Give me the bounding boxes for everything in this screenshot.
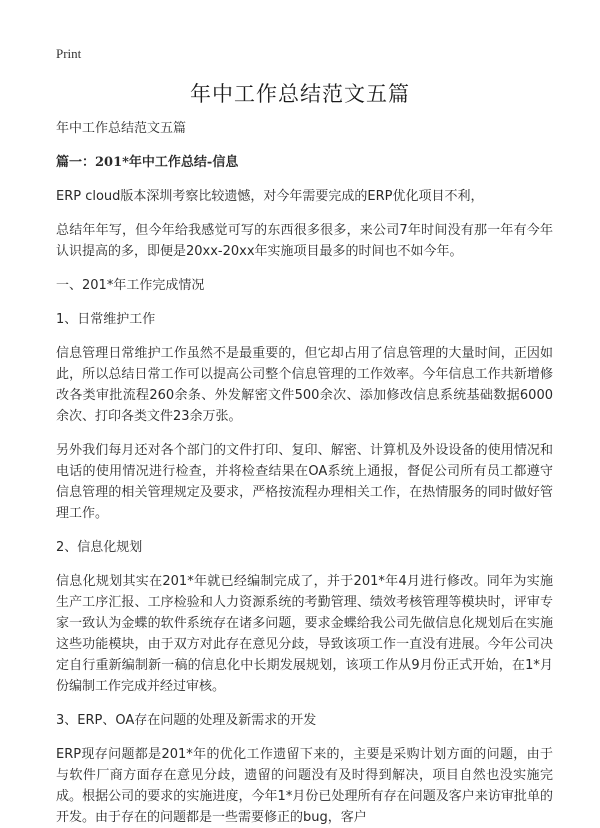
intro-paragraph-1: ERP cloud版本深圳考察比较遗憾，对今年需要完成的ERP优化项目不利， [56, 189, 484, 204]
subsection-1-paragraph-2: 另外我们每月还对各个部门的文件打印、复印、解密、计算机及外设设备的使用情况和电话的使用情况进行检查，并将检查结果在OA系统上通报，督促公司所有员工都遵守信息管理的相关管理规定及要求，严格按流程办理相关工作，在热情服务的同时做好管理工作。 [56, 443, 553, 521]
print-label: Print [56, 46, 82, 61]
subsection-heading-3: 3、ERP、OA存在问题的处理及新需求的开发 [56, 713, 317, 728]
document-subtitle: 年中工作总结范文五篇 [56, 121, 187, 136]
subsection-heading-1: 1、日常维护工作 [56, 312, 156, 327]
subsection-heading-2: 2、信息化规划 [56, 540, 143, 555]
document-body [56, 118, 553, 828]
intro-paragraph-2: 总结年年写，但今年给我感觉可写的东西很多很多，来公司7年时间没有那一年有今年认识提高的多，即便是20xx-20xx年实施项目最多的时间也不如今年。 [56, 223, 553, 259]
section-heading-main: 一、201*年工作完成情况 [56, 278, 205, 293]
document-title: 年中工作总结范文五篇 [190, 82, 410, 106]
article-heading: 篇一：201*年中工作总结-信息 [56, 155, 239, 170]
subsection-2-paragraph-1: 信息化规划其实在201*年就已经编制完成了，并于201*年4月进行修改。同年为实施生产工序汇报、工序检验和人力资源系统的考勤管理、绩效考核管理等模块时，评审专家一致认为金蝶的软件系统存在诸多问题，要求金蝶给我公司先做信息化规划后在实施这些功能模块，由于双方对此存在意见分歧，导致该项工作一直没有进展。今年公司决定自行重新编制新一稿的信息化中长期发展规划，该项工作从9月份正式开始，在1*月份编制工作完成并经过审核。 [56, 574, 553, 694]
subsection-3-paragraph-1: ERP现存问题都是201*年的优化工作遗留下来的，主要是采购计划方面的问题，由于与软件厂商方面存在意见分歧，遗留的问题没有及时得到解决，项目自然也没实施完成。根据公司的要求的实施进度，今年1*月份已处理所有存在问题及客户来访审批单的开发。由于存在的问题都是一些需要修正的bug，客户 [56, 747, 553, 825]
subsection-1-paragraph-1: 信息管理日常维护工作虽然不是最重要的，但它却占用了信息管理的大量时间，正因如此，所以总结日常工作可以提高公司整个信息管理的工作效率。今年信息工作共新增修改各类审批流程260余条、外发解密文件500余次、添加修改信息系统基础数据6000余次、打印各类文件23余万张。 [56, 346, 553, 424]
